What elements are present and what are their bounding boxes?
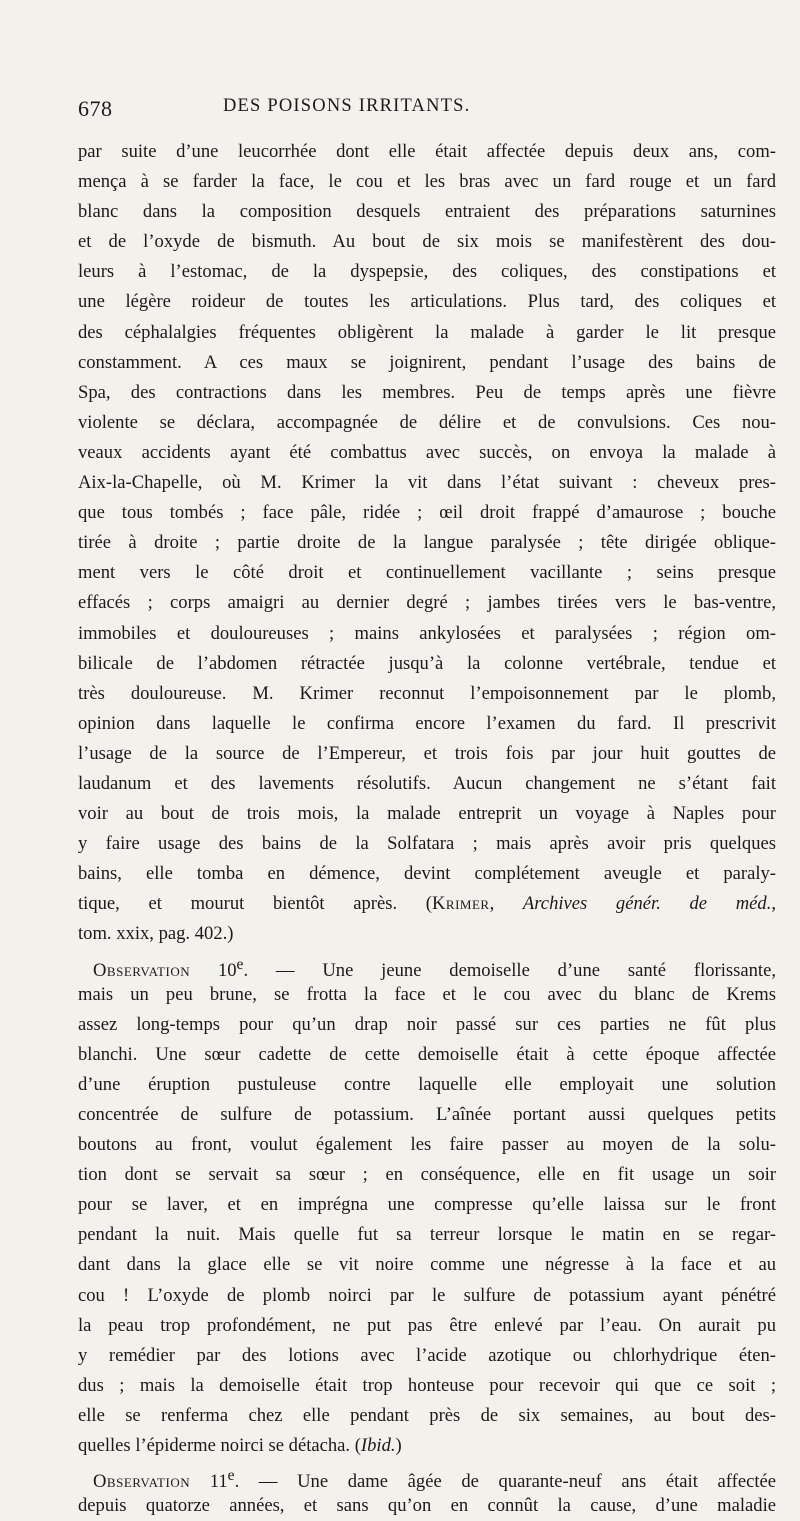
text-line: et de l’oxyde de bismuth. Au bout de six mois se manifestèrent des dou- [78,231,776,253]
page-number: 678 [78,96,113,121]
text-line: une légère roideur de toutes les articulations. Plus tard, des coliques et [78,291,776,313]
text-line: boutons au front, voulut également les faire passer au moyen de la solu- [78,1134,776,1156]
text-line: immobiles et douloureuses ; mains ankylosées et paralysées ; région om- [78,622,776,644]
text-line: y faire usage des bains de la Solfatara ; mais après avoir pris quelques [78,833,776,855]
citation-reference: tom. xxix, pag. 402.) [78,923,234,945]
text-line: blanc dans la composition desquels entraient des préparations saturnines [78,201,776,223]
text-line: concentrée de sulfure de potassium. L’aînée portant aussi quelques petits [78,1104,776,1125]
text-fragment: quelles l’épiderme noirci se détacha. ( [78,1435,361,1457]
text-line: opinion dans laquelle le confirma encore l’examen du fard. Il prescrivit [78,712,776,734]
text-line: laudanum et des lavements résolutifs. Aucun changement ne s’étant fait [78,772,776,794]
text-line: bilicale de l’abdomen rétractée jusqu’à la colonne vertébrale, tendue et [78,652,776,674]
text-line: blanchi. Une sœur cadette de cette demoiselle était à cette époque affectée [78,1043,776,1065]
text-line: dus ; mais la demoiselle était trop honteuse pour recevoir qui que ce soit ; [78,1374,776,1396]
text-fragment: . — Une jeune demoiselle d’une santé florissante, [243,959,776,980]
body-text [78,137,776,1521]
citation-punctuation: ) [395,1435,402,1457]
text-line: elle se renferma chez elle pendant près de six semaines, au bout des- [78,1404,776,1426]
text-fragment: . — Une dame âgée de quarante-neuf ans était affectée [234,1471,776,1492]
book-page [78,0,776,1517]
running-head [78,96,776,126]
citation-author: Krimer [431,893,490,915]
citation-line [78,1431,776,1461]
observation-label: Observation [93,959,191,980]
text-line: leurs à l’estomac, de la dyspepsie, des coliques, des constipations et [78,261,776,283]
text-line: effacés ; corps amaigri au dernier degré ; jambes tirées vers le bas-ventre, [78,592,776,614]
text-line: des céphalalgies fréquentes obligèrent la malade à garder le lit presque [78,321,776,343]
citation-punctuation: , [771,893,776,915]
text-line: tirée à droite ; partie droite de la langue paralysée ; tête dirigée oblique- [78,532,776,554]
citation-ibid: Ibid. [360,1435,396,1457]
running-title: DES POISONS IRRITANTS. [223,96,471,116]
text-line: tion dont se servait sa sœur ; en conséquence, elle en fit usage un soir [78,1164,776,1186]
text-line: violente se déclara, accompagnée de délire et de convulsions. Ces nou- [78,411,776,433]
text-line: voir au bout de trois mois, la malade entreprit un voyage à Naples pour [78,803,776,825]
text-line: mença à se farder la face, le cou et les bras avec un fard rouge et un fard [78,171,776,193]
text-line: dant dans la glace elle se vit noire comme une négresse à la face et au [78,1254,776,1276]
observation-heading-11 [78,1461,776,1491]
observation-ordinal: e [227,1467,235,1485]
observation-ordinal: e [236,955,244,973]
text-line: très douloureuse. M. Krimer reconnut l’empoisonnement par le plomb, [78,682,776,704]
text-line: cou ! L’oxyde de plomb noirci par le sulfure de potassium ayant pénétré [78,1284,776,1306]
citation-separator: , [489,893,523,915]
text-line: que tous tombés ; face pâle, ridée ; œil droit frappé d’amaurose ; bouche [78,502,776,524]
text-line: la peau trop profondément, ne put pas être enlevé par l’eau. On aurait pu [78,1314,776,1336]
text-line: Aix-la-Chapelle, où M. Krimer la vit dans l’état suivant : cheveux pres- [78,472,776,494]
observation-heading-10 [78,950,776,980]
observation-number: 11 [209,1471,228,1492]
text-line: mais un peu brune, se frotta la face et le cou avec du blanc de Krems [78,983,776,1005]
text-line: par suite d’une leucorrhée dont elle était affectée depuis deux ans, com- [78,141,776,162]
text-line: constamment. A ces maux se joignirent, pendant l’usage des bains de [78,351,776,373]
observation-label: Observation [93,1471,191,1492]
citation-line [78,889,776,919]
text-line: l’usage de la source de l’Empereur, et trois fois par jour huit gouttes de [78,742,776,764]
text-line: veaux accidents ayant été combattus avec succès, on envoya la malade à [78,441,776,463]
text-line: Spa, des contractions dans les membres. Peu de temps après une fièvre [78,381,776,403]
text-line: pour se laver, et en imprégna une compresse qu’elle laissa sur le front [78,1194,776,1216]
text-line: y remédier par des lotions avec l’acide azotique ou chlorhydrique éten- [78,1344,776,1366]
text-line: bains, elle tomba en démence, devint complétement aveugle et paraly- [78,863,776,885]
text-line: depuis quatorze années, et sans qu’on en connût la cause, d’une maladie [78,1495,776,1517]
text-line: pendant la nuit. Mais quelle fut sa terreur lorsque le matin en se regar- [78,1224,776,1246]
text-fragment: tique, et mourut bientôt après. ( [78,893,432,915]
text-line: d’une éruption pustuleuse contre laquelle elle employait une solution [78,1073,776,1095]
text-line: ment vers le côté droit et continuellement vacillante ; seins presque [78,562,776,584]
citation-journal: Archives génér. de méd. [522,893,772,915]
text-line: assez long-temps pour qu’un drap noir passé sur ces parties ne fût plus [78,1013,776,1035]
observation-number: 10 [217,959,237,980]
